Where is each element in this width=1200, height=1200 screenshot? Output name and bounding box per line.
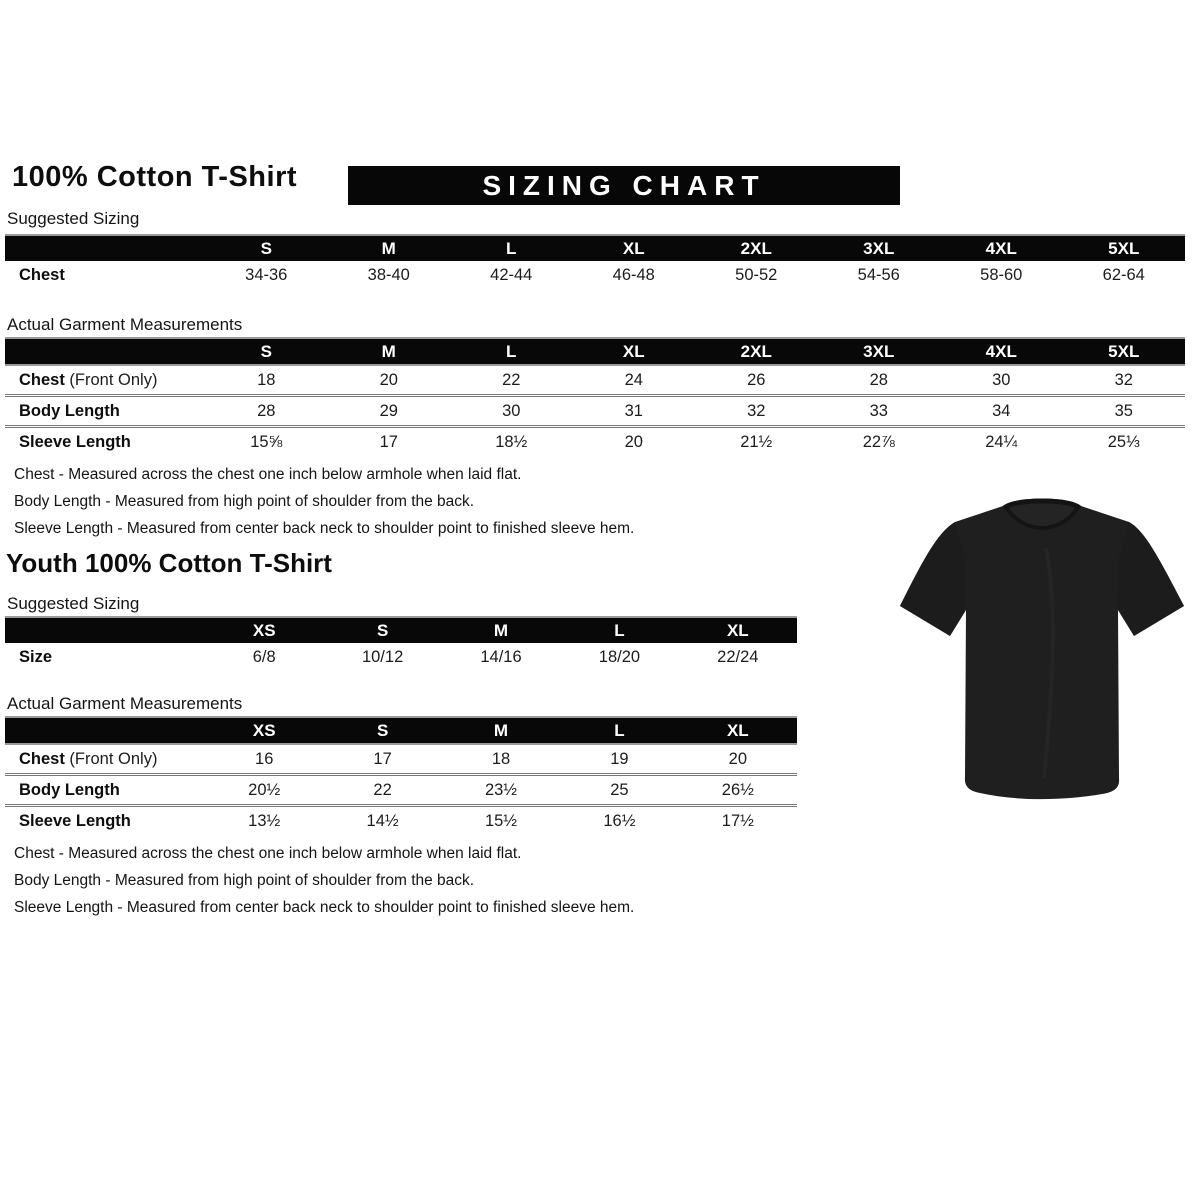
table-cell: 42-44 xyxy=(490,265,533,284)
table-cell: 18 xyxy=(257,370,276,389)
row-label: Chest (Front Only) xyxy=(19,749,158,768)
table-cell: 18 xyxy=(491,749,511,768)
youth-suggested-sizing-table xyxy=(5,616,797,671)
table-row xyxy=(5,643,797,671)
table-cell: 54-56 xyxy=(857,265,900,284)
column-header: L xyxy=(614,720,625,740)
table-cell: 30 xyxy=(502,401,521,420)
note-chest: Chest - Measured across the chest one inch below armhole when laid flat. xyxy=(14,466,522,483)
table-cell: 34 xyxy=(992,401,1011,420)
column-header: 3XL xyxy=(863,341,895,361)
table-cell: 26 xyxy=(747,370,766,389)
column-header: S xyxy=(260,341,272,361)
table-cell: 23½ xyxy=(484,780,518,799)
table-cell: 16 xyxy=(255,749,274,768)
youth-garment-measurements-label: Actual Garment Measurements xyxy=(7,694,243,713)
adult-measurement-notes xyxy=(14,461,634,542)
column-header: XL xyxy=(622,341,645,361)
table-cell: 15⅝ xyxy=(250,432,283,451)
tshirt-photo xyxy=(886,478,1198,808)
table-cell: 62-64 xyxy=(1102,265,1145,284)
table-cell: 28 xyxy=(869,370,888,389)
table-cell: 22/24 xyxy=(717,647,759,666)
table-cell: 29 xyxy=(379,401,398,420)
youth-title: Youth 100% Cotton T-Shirt xyxy=(6,548,332,578)
column-header: XL xyxy=(726,720,749,740)
column-header: 4XL xyxy=(985,341,1017,361)
column-header: M xyxy=(381,238,396,258)
column-header: M xyxy=(381,341,396,361)
table-cell: 24 xyxy=(624,370,643,389)
table-cell: 38-40 xyxy=(367,265,410,284)
table-cell: 14/16 xyxy=(480,647,522,666)
table-row xyxy=(5,804,797,835)
column-header: M xyxy=(493,720,509,740)
table-header-row xyxy=(5,337,1185,366)
table-cell: 22 xyxy=(502,370,521,389)
column-header: 3XL xyxy=(863,238,895,258)
adult-suggested-sizing-label: Suggested Sizing xyxy=(7,209,140,228)
adult-garment-measurements-label: Actual Garment Measurements xyxy=(7,315,243,334)
table-cell: 14½ xyxy=(366,811,399,830)
column-header: XL xyxy=(622,238,645,258)
note-sleeve-length: Sleeve Length - Measured from center back neck to shoulder point to finished sleeve hem. xyxy=(14,520,635,537)
tshirt-image xyxy=(886,478,1198,808)
table-row xyxy=(5,425,1185,456)
table-cell: 20½ xyxy=(248,780,281,799)
sizing-chart-banner-label: SIZING CHART xyxy=(482,169,766,201)
table-cell: 20 xyxy=(379,370,398,389)
table-header-row xyxy=(5,234,1185,261)
table-cell: 31 xyxy=(624,401,643,420)
table-cell: 17½ xyxy=(721,811,754,830)
column-header: XS xyxy=(252,620,276,640)
table-cell: 25⅓ xyxy=(1107,432,1140,451)
table-header-row xyxy=(5,716,797,745)
column-header: 5XL xyxy=(1108,341,1140,361)
column-header: L xyxy=(506,238,517,258)
column-header: 4XL xyxy=(985,238,1017,258)
table-cell: 58-60 xyxy=(980,265,1023,284)
table-cell: 13½ xyxy=(248,811,281,830)
table-cell: 34-36 xyxy=(245,265,288,284)
table-row xyxy=(5,261,1185,289)
table-cell: 20 xyxy=(728,749,747,768)
column-header: S xyxy=(376,720,389,740)
table-row xyxy=(5,394,1185,425)
table-row xyxy=(5,745,797,773)
table-cell: 21½ xyxy=(740,432,773,451)
table-row xyxy=(5,773,797,804)
table-cell: 10/12 xyxy=(361,647,404,666)
table-cell: 33 xyxy=(869,401,888,420)
row-label: Sleeve Length xyxy=(19,811,131,830)
youth-garment-measurements-table xyxy=(5,716,797,835)
adult-title: 100% Cotton T-Shirt xyxy=(12,161,298,193)
column-header: M xyxy=(493,620,509,640)
sizing-chart-banner xyxy=(348,166,900,205)
table-header-row xyxy=(5,616,797,643)
row-label: Sleeve Length xyxy=(19,432,131,451)
table-cell: 15½ xyxy=(484,811,518,830)
table-row xyxy=(5,366,1185,394)
note-body-length: Body Length - Measured from high point of shoulder from the back. xyxy=(14,872,475,889)
table-cell: 26½ xyxy=(721,780,754,799)
table-cell: 24¼ xyxy=(985,432,1018,451)
table-cell: 18/20 xyxy=(598,647,641,666)
note-chest: Chest - Measured across the chest one inch below armhole when laid flat. xyxy=(14,845,522,862)
table-cell: 17 xyxy=(379,432,398,451)
table-cell: 32 xyxy=(1114,370,1133,389)
adult-garment-measurements-table xyxy=(5,337,1185,456)
table-cell: 35 xyxy=(1114,401,1133,420)
table-cell: 46-48 xyxy=(612,265,655,284)
adult-suggested-sizing-table xyxy=(5,234,1185,289)
column-header: L xyxy=(506,341,517,361)
note-sleeve-length: Sleeve Length - Measured from center back neck to shoulder point to finished sleeve hem. xyxy=(14,899,635,916)
note-body-length: Body Length - Measured from high point of shoulder from the back. xyxy=(14,493,475,510)
column-header: XL xyxy=(726,620,749,640)
column-header: L xyxy=(614,620,625,640)
row-label: Size xyxy=(19,647,53,666)
row-label: Chest xyxy=(19,265,65,284)
table-cell: 32 xyxy=(747,401,766,420)
row-label: Chest (Front Only) xyxy=(19,370,158,389)
table-cell: 16½ xyxy=(603,811,636,830)
row-label: Body Length xyxy=(19,401,120,420)
table-cell: 50-52 xyxy=(735,265,778,284)
column-header: 2XL xyxy=(740,341,772,361)
table-cell: 19 xyxy=(610,749,629,768)
row-label: Body Length xyxy=(19,780,120,799)
table-cell: 17 xyxy=(373,749,392,768)
column-header: S xyxy=(376,620,389,640)
youth-suggested-sizing-label: Suggested Sizing xyxy=(7,594,140,613)
youth-measurement-notes xyxy=(14,840,634,921)
table-cell: 30 xyxy=(992,370,1011,389)
column-header: XS xyxy=(252,720,276,740)
table-cell: 25 xyxy=(610,780,629,799)
table-cell: 22 xyxy=(373,780,392,799)
table-cell: 20 xyxy=(624,432,643,451)
table-cell: 22⅞ xyxy=(862,432,895,451)
column-header: S xyxy=(260,238,272,258)
table-cell: 28 xyxy=(257,401,276,420)
table-cell: 18½ xyxy=(495,432,528,451)
table-cell: 6/8 xyxy=(252,647,276,666)
column-header: 2XL xyxy=(740,238,772,258)
column-header: 5XL xyxy=(1108,238,1140,258)
